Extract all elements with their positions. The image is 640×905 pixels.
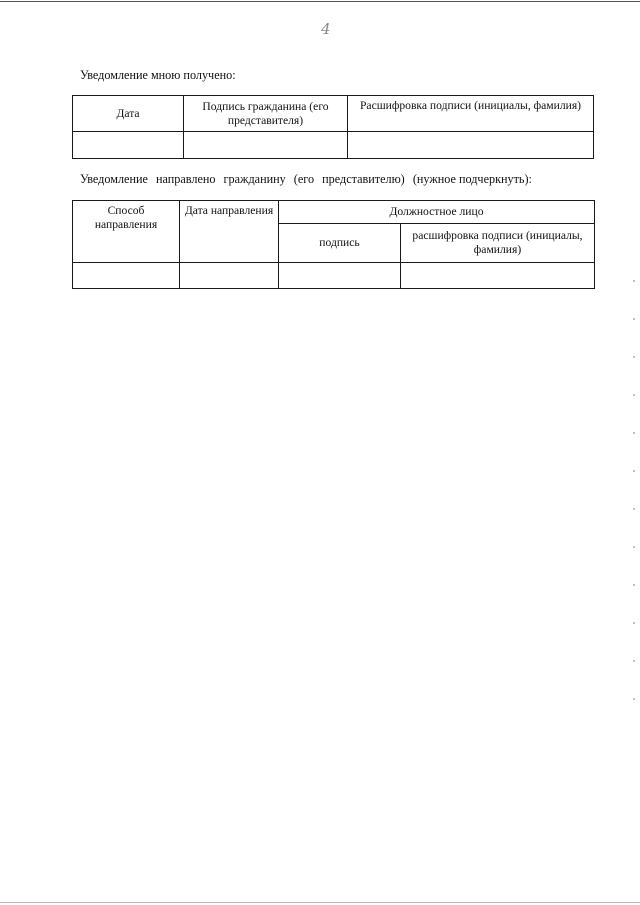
received-cell-signature[interactable] [184, 132, 348, 159]
sent-caption-word: Уведомление [80, 172, 148, 186]
page-number: 4 [321, 20, 331, 38]
received-caption: Уведомление мною получено: [80, 68, 236, 82]
received-header-date: Дата [73, 96, 184, 132]
sent-header-row-1 [73, 201, 595, 224]
received-header-signature-decoding: Расшифровка подписи (инициалы, фамилия) [348, 96, 594, 132]
top-border-line [0, 1, 640, 2]
received-cell-signature-decoding[interactable] [348, 132, 594, 159]
sent-header-official: Должностное лицо [279, 201, 595, 224]
table-row [73, 132, 594, 159]
scan-edge-marks [633, 280, 635, 700]
sent-caption-word: направлено [155, 172, 216, 186]
received-header-row [73, 96, 594, 132]
sent-caption-word: (нужное подчеркнуть): [412, 172, 532, 186]
sent-caption-word: гражданину [223, 172, 286, 186]
sent-cell-signature-decoding[interactable] [401, 263, 595, 289]
sent-header-signature: подпись [279, 224, 401, 263]
sent-cell-signature[interactable] [279, 263, 401, 289]
sent-header-signature-decoding: расшифровка подписи (инициалы, фамилия) [401, 224, 595, 263]
sent-caption-word: представителю) [322, 172, 405, 186]
received-table [72, 95, 594, 159]
sent-table [72, 200, 595, 289]
table-row [73, 263, 595, 289]
sent-header-date: Дата направления [180, 201, 279, 263]
received-cell-date[interactable] [73, 132, 184, 159]
sent-header-method: Способ направления [73, 201, 180, 263]
sent-cell-method[interactable] [73, 263, 180, 289]
received-header-signature: Подпись гражданина (его представителя) [184, 96, 348, 132]
sent-cell-date[interactable] [180, 263, 279, 289]
sent-caption-word: (его [293, 172, 315, 186]
bottom-border-line [0, 902, 640, 903]
sent-caption [80, 172, 532, 187]
